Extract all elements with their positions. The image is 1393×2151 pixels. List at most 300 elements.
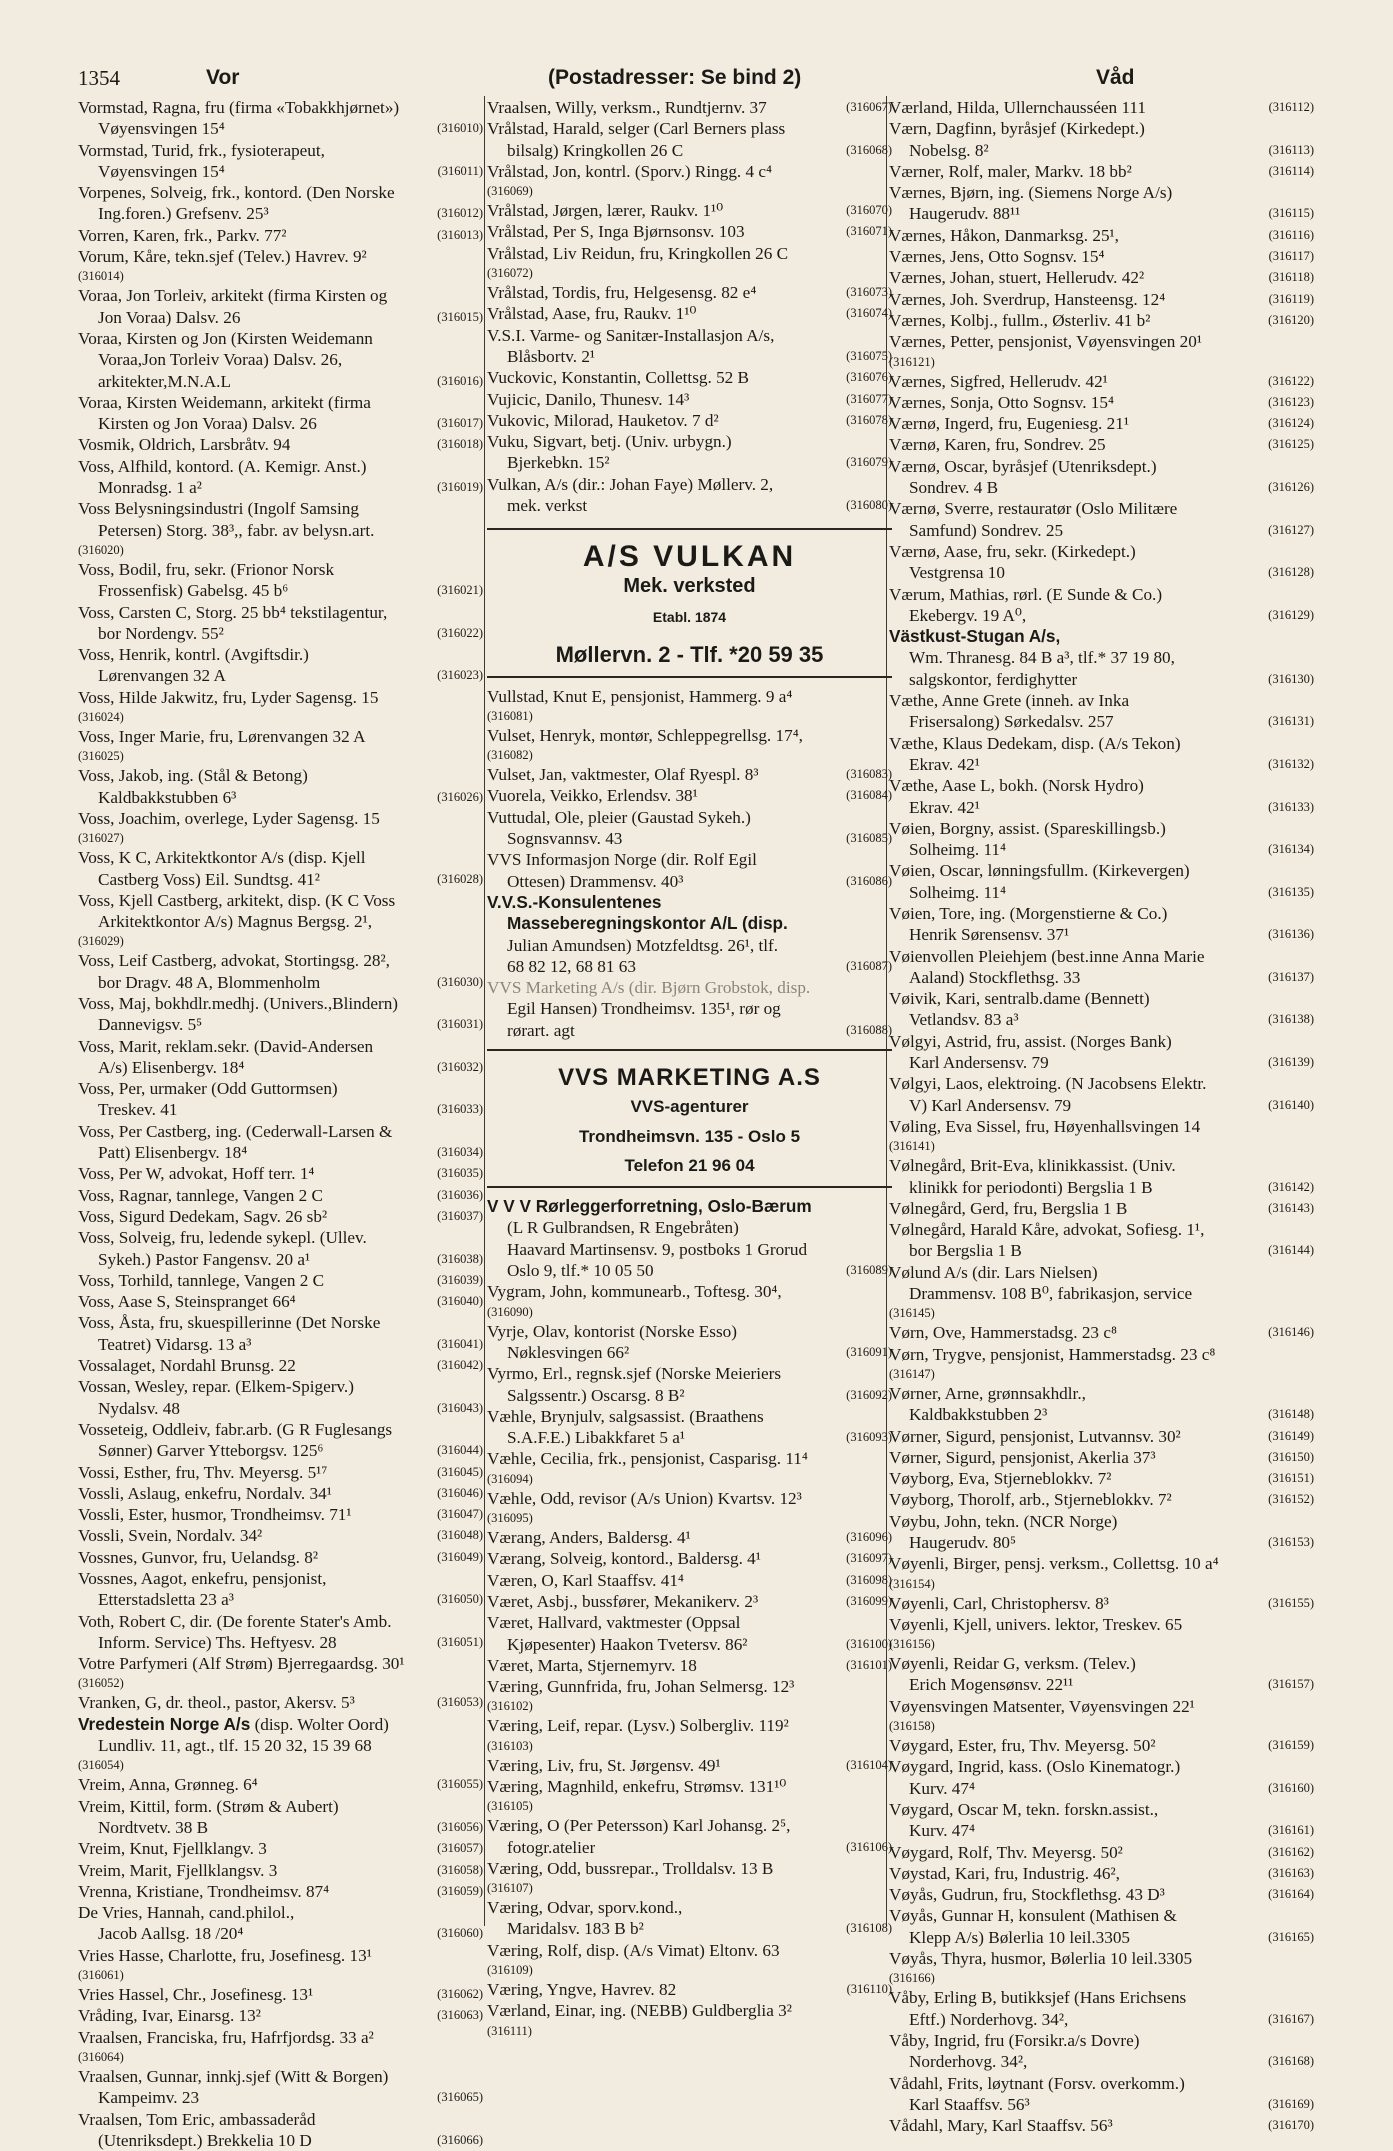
entry-text: Vuttudal, Ole, pleier (Gaustad Sykeh.) xyxy=(487,807,751,827)
entry-text: Voss, Bodil, fru, sekr. (Frionor Norsk xyxy=(78,559,335,579)
entry-text: Væring, O (Per Petersson) Karl Johansg. 2⁵, xyxy=(487,1816,791,1836)
entry-text: Julian Amundsen) Motzfeldtsg. 26¹, tlf. xyxy=(507,935,779,955)
entry-text: Vrenna, Kristiane, Trondheimsv. 87⁴ xyxy=(78,1881,330,1901)
directory-entry xyxy=(487,118,892,161)
directory-entry xyxy=(78,434,483,455)
column-3 xyxy=(889,97,1314,2136)
entry-number: (316010) xyxy=(437,121,483,136)
entry-number: (316019) xyxy=(437,480,483,495)
entry-text: Vyrmo, Erl., regnsk.sjef (Norske Meieriers xyxy=(487,1364,782,1384)
entry-text: Eftf.) Norderhovg. 34², xyxy=(909,2009,1069,2029)
entry-text: Vøivik, Kari, sentralb.dame (Bennett) xyxy=(889,989,1150,1009)
entry-text: Vygram, John, kommunearb., Toftesg. 30⁴, xyxy=(487,1282,782,1302)
entry-text: Værnes, Jens, Otto Sognsv. 15⁴ xyxy=(889,247,1105,267)
entry-text: Ekrav. 42¹ xyxy=(909,797,980,817)
entry-text: Vøien, Borgny, assist. (Spareskillingsb.) xyxy=(889,818,1166,838)
entry-text: Norderhovg. 34², xyxy=(909,2052,1028,2072)
entry-number: (316035) xyxy=(437,1166,483,1181)
entry-number: (316147) xyxy=(889,1366,935,1381)
entry-text: Vøygard, Oscar M, tekn. forskn.assist., xyxy=(889,1799,1159,1819)
entry-text: Vossnes, Gunvor, fru, Uelandsg. 8² xyxy=(78,1547,318,1567)
entry-text: Kurv. 47⁴ xyxy=(909,1821,975,1841)
entry-number: (316129) xyxy=(1268,607,1314,622)
entry-number: (316051) xyxy=(437,1634,483,1649)
entry-number: (316074) xyxy=(846,306,892,321)
entry-text: Blåsbortv. 2¹ xyxy=(507,346,596,366)
directory-entry xyxy=(889,371,1314,392)
entry-text: Væring, Magnhild, enkefru, Strømsv. 131¹⁰ xyxy=(487,1777,787,1796)
entry-number: (316013) xyxy=(437,227,483,242)
entry-text: Ing.foren.) Grefsenv. 25³ xyxy=(98,204,269,224)
directory-entry xyxy=(487,1858,892,1897)
directory-entry xyxy=(889,946,1314,989)
directory-entry xyxy=(487,431,892,474)
entry-text: salgskontor, ferdighytter xyxy=(909,669,1078,689)
entry-text: VVS Informasjon Norge (dir. Rolf Egil xyxy=(487,850,757,870)
entry-text: Vraalsen, Franciska, fru, Hafrfjordsg. 33 a² xyxy=(78,2027,374,2047)
entry-text: Solheimg. 11⁴ xyxy=(909,840,1007,860)
entry-text: Voss, Marit, reklam.sekr. (David-Andersen xyxy=(78,1036,374,1056)
entry-text: Værum, Mathias, rørl. (E Sunde & Co.) xyxy=(889,584,1163,604)
entry-number: (316068) xyxy=(846,142,892,157)
entry-text: Værnø, Karen, fru, Sondrev. 25 xyxy=(889,435,1106,455)
entry-number: (316077) xyxy=(846,391,892,406)
directory-entry xyxy=(487,1570,892,1591)
entry-text: Masseberegningskontor A/L (disp. xyxy=(507,913,788,934)
entry-text: Inform. Service) Ths. Heftyesv. 28 xyxy=(98,1632,337,1652)
entry-text: Treskev. 41 xyxy=(98,1100,178,1120)
entry-number: (316087) xyxy=(846,958,892,973)
directory-entry xyxy=(889,434,1314,455)
directory-entry xyxy=(78,97,483,140)
entry-text: Værner, Rolf, maler, Markv. 18 bb² xyxy=(889,161,1132,181)
entry-number: (316070) xyxy=(846,203,892,218)
directory-entry xyxy=(487,97,892,118)
directory-entry xyxy=(78,890,483,951)
entry-number: (316107) xyxy=(487,1881,533,1896)
entry-text: Vrålstad, Harald, selger (Carl Berners plass xyxy=(487,119,786,139)
entry-number: (316167) xyxy=(1268,2011,1314,2026)
directory-entry xyxy=(78,1206,483,1227)
directory-entry xyxy=(889,1863,1314,1884)
entry-text: Vøyenli, Carl, Christophersv. 8³ xyxy=(889,1593,1109,1613)
entry-number: (316118) xyxy=(1268,270,1314,285)
directory-entry xyxy=(889,690,1314,733)
entry-text: Værnes, Sigfred, Hellerudv. 42¹ xyxy=(889,371,1108,391)
entry-number: (316143) xyxy=(1268,1200,1314,1215)
entry-text: Vølgyi, Astrid, fru, assist. (Norges Bank) xyxy=(889,1031,1172,1051)
entry-number: (316039) xyxy=(437,1272,483,1287)
directory-entry xyxy=(78,225,483,246)
entry-text: Vråding, Ivar, Einarsg. 13² xyxy=(78,2006,261,2026)
entry-number: (316104) xyxy=(846,1757,892,1772)
vulkan-ad-address: Møllervn. 2 - Tlf. *20 59 35 xyxy=(555,642,824,668)
entry-text: Haugerudv. 88¹¹ xyxy=(909,204,1021,224)
entry-text: Voss, Joachim, overlege, Lyder Sagensg. 15 xyxy=(78,808,380,828)
entry-text: Aaland) Stockflethsg. 33 xyxy=(909,967,1081,987)
entry-number: (316029) xyxy=(78,934,124,949)
entry-number: (316043) xyxy=(437,1400,483,1415)
entry-number: (316101) xyxy=(846,1657,892,1672)
directory-entry xyxy=(487,1776,892,1815)
entry-number: (316082) xyxy=(487,748,533,763)
entry-number: (316062) xyxy=(437,1987,483,2002)
column-2 xyxy=(487,97,892,2040)
directory-entry xyxy=(889,498,1314,541)
entry-number: (316027) xyxy=(78,831,124,846)
directory-entry xyxy=(487,764,892,785)
directory-entry xyxy=(487,1196,892,1281)
entry-text: Vølgyi, Laos, elektroing. (N Jacobsens Elektr. xyxy=(889,1074,1207,1094)
entry-number: (316020) xyxy=(78,542,124,557)
directory-entry xyxy=(78,1483,483,1504)
vvs-marketing-advertisement xyxy=(487,1049,892,1188)
directory-entry xyxy=(78,1774,483,1795)
entry-text: Vrålstad, Jørgen, lærer, Raukv. 1¹⁰ xyxy=(487,201,724,221)
entry-text: Vøygard, Rolf, Thv. Meyersg. 50² xyxy=(889,1842,1123,1862)
entry-number: (316168) xyxy=(1268,2054,1314,2069)
entry-number: (316011) xyxy=(437,163,483,178)
directory-entry xyxy=(78,726,483,765)
entry-text: Voss, Torhild, tannlege, Vangen 2 C xyxy=(78,1270,325,1290)
entry-text: Votre Parfymeri (Alf Strøm) Bjerregaardsg. 30¹ xyxy=(78,1654,405,1674)
directory-entry xyxy=(889,1593,1314,1614)
entry-text: A/s) Elisenbergv. 18⁴ xyxy=(98,1057,245,1077)
entry-text: Vuorela, Veikko, Erlendsv. 38¹ xyxy=(487,786,698,806)
directory-entry xyxy=(889,1696,1314,1735)
entry-number: (316067) xyxy=(846,100,892,114)
entry-text: Voss, Kjell Castberg, arkitekt, disp. (K C Voss xyxy=(78,890,396,910)
entry-number: (316079) xyxy=(846,455,892,470)
entry-text: Henrik Sørensensv. 37¹ xyxy=(909,925,1070,945)
entry-text: Væhle, Brynjulv, salgsassist. (Braathens xyxy=(487,1406,764,1426)
entry-number: (316163) xyxy=(1268,1865,1314,1880)
directory-entry xyxy=(78,1036,483,1079)
entry-text: Vrålstad, Per S, Inga Bjørnsonsv. 103 xyxy=(487,222,745,242)
directory-entry xyxy=(889,541,1314,584)
entry-number: (316138) xyxy=(1268,1012,1314,1027)
directory-entry xyxy=(78,602,483,645)
entry-number: (316047) xyxy=(437,1507,483,1522)
directory-entry xyxy=(889,1987,1314,2030)
directory-entry xyxy=(889,903,1314,946)
entry-text: Ekebergv. 19 A⁰, xyxy=(909,605,1027,625)
directory-entry xyxy=(889,1383,1314,1426)
page-header xyxy=(78,66,1318,96)
entry-number: (316112) xyxy=(1268,100,1314,114)
entry-text: Vøybu, John, tekn. (NCR Norge) xyxy=(889,1511,1118,1531)
directory-entry xyxy=(78,498,483,559)
entry-text: Vøyensvingen Matsenter, Vøyensvingen 22¹ xyxy=(889,1696,1195,1716)
entry-text: Vossnes, Aagot, enkefru, pensjonist, xyxy=(78,1569,327,1588)
directory-entry xyxy=(78,392,483,435)
entry-text: Nøklesvingen 66² xyxy=(507,1342,630,1362)
directory-entry xyxy=(487,2000,892,2039)
directory-entry xyxy=(487,1897,892,1940)
entry-text: (L R Gulbrandsen, R Engebråten) xyxy=(507,1218,739,1238)
entry-number: (316100) xyxy=(846,1636,892,1651)
vulkan-ad-name: A/S VULKAN xyxy=(582,540,797,574)
entry-text: Nydalsv. 48 xyxy=(98,1398,180,1418)
entry-text: Voss, Ragnar, tannlege, Vangen 2 C xyxy=(78,1185,323,1205)
running-head-left: Vor xyxy=(206,66,240,89)
entry-number: (316123) xyxy=(1268,394,1314,409)
entry-text: Vulset, Jan, vaktmester, Olaf Ryespl. 8³ xyxy=(487,765,759,785)
entry-number: (316109) xyxy=(487,1963,533,1978)
entry-text: Nordtvetv. 38 B xyxy=(98,1817,209,1837)
directory-entry xyxy=(487,785,892,806)
entry-number: (316146) xyxy=(1268,1325,1314,1340)
entry-text: Vådahl, Frits, løytnant (Forsv. overkomm.) xyxy=(889,2073,1185,2093)
entry-number: (316159) xyxy=(1268,1738,1314,1753)
entry-text: Væthe, Klaus Dedekam, disp. (A/s Tekon) xyxy=(889,733,1181,753)
entry-number: (316149) xyxy=(1268,1428,1314,1443)
directory-entry xyxy=(78,1902,483,1945)
directory-entry xyxy=(78,1547,483,1568)
directory-entry xyxy=(889,1262,1314,1323)
entry-number: (316044) xyxy=(437,1443,483,1458)
entry-number: (316116) xyxy=(1268,227,1314,242)
entry-text: Voss, Sigurd Dedekam, Sagv. 26 sb² xyxy=(78,1206,328,1226)
entry-text: Arkitektkontor A/s) Magnus Bergsg. 2¹, xyxy=(98,912,373,932)
directory-entry xyxy=(78,182,483,225)
entry-number: (316133) xyxy=(1268,799,1314,814)
entry-text: Etterstadsletta 23 a³ xyxy=(98,1590,234,1610)
entry-number: (316022) xyxy=(437,625,483,640)
entry-number: (316091) xyxy=(846,1344,892,1359)
entry-number: (316110) xyxy=(846,1982,892,1997)
directory-entry xyxy=(487,1940,892,1979)
entry-number: (316046) xyxy=(437,1485,483,1500)
entry-number: (316073) xyxy=(846,285,892,300)
entry-text: Værnes, Johan, stuert, Hellerudv. 42² xyxy=(889,268,1145,288)
entry-number: (316141) xyxy=(889,1139,935,1154)
directory-entry xyxy=(889,118,1314,161)
entry-text: Vraalsen, Gunnar, innkj.sjef (Witt & Borgen) xyxy=(78,2066,389,2086)
entry-text: Sykeh.) Pastor Fangensv. 20 a¹ xyxy=(98,1249,311,1269)
entry-text: Vuckovic, Konstantin, Collettsg. 52 B xyxy=(487,368,750,388)
directory-entry xyxy=(889,1735,1314,1756)
entry-text: Vossli, Aslaug, enkefru, Nordalv. 34¹ xyxy=(78,1483,332,1503)
directory-entry xyxy=(78,140,483,183)
entry-text: Karl Andersensv. 79 xyxy=(909,1053,1049,1073)
directory-entry xyxy=(889,413,1314,434)
entry-text: Samfund) Sondrev. 25 xyxy=(909,520,1064,540)
entry-text: Ekrav. 42¹ xyxy=(909,754,980,774)
directory-entry xyxy=(78,1355,483,1376)
entry-number: (316015) xyxy=(437,309,483,324)
directory-entry xyxy=(889,1553,1314,1592)
directory-entry xyxy=(78,1270,483,1291)
entry-text: Egil Hansen) Trondheimsv. 135¹, rør og xyxy=(507,999,781,1019)
directory-entry xyxy=(78,1881,483,1902)
entry-number: (316094) xyxy=(487,1471,533,1486)
entry-text: Væhle, Odd, revisor (A/s Union) Kvartsv. 12³ xyxy=(487,1488,802,1508)
entry-text: Kaldbakkstubben 6³ xyxy=(98,787,237,807)
entry-number: (316105) xyxy=(487,1799,533,1814)
entry-number: (316012) xyxy=(437,206,483,221)
running-head-right: Våd xyxy=(1096,66,1135,89)
entry-number: (316033) xyxy=(437,1102,483,1117)
entry-number: (316021) xyxy=(437,583,483,598)
directory-entry xyxy=(889,1344,1314,1383)
vulkan-ad-subtitle: Mek. verksted xyxy=(623,574,756,597)
entry-text: Væring, Odvar, sporv.kond., xyxy=(487,1898,683,1918)
entry-text: Teatret) Vidarsg. 13 a³ xyxy=(98,1334,252,1354)
directory-entry xyxy=(889,1426,1314,1447)
entry-text: Værang, Solveig, kontord., Baldersg. 4¹ xyxy=(487,1549,761,1569)
entry-text: Solheimg. 11⁴ xyxy=(909,882,1007,902)
directory-entry xyxy=(889,584,1314,627)
directory-entry xyxy=(78,1692,483,1713)
entry-number: (316111) xyxy=(487,2023,532,2038)
entry-number: (316059) xyxy=(437,1883,483,1898)
entry-text: Voss, Per W, advokat, Hoff terr. 1⁴ xyxy=(78,1164,315,1184)
directory-entry xyxy=(78,1291,483,1312)
entry-text: Vraalsen, Willy, verksm., Rundtjernv. 37 xyxy=(487,98,767,117)
running-head-center: (Postadresser: Se bind 2) xyxy=(548,66,802,89)
directory-entry xyxy=(487,1979,892,2000)
entry-text: Vølnegård, Harald Kåre, advokat, Sofiesg. 1¹, xyxy=(889,1220,1205,1240)
entry-text: Oslo 9, tlf.* 10 05 50 xyxy=(507,1261,654,1281)
directory-entry xyxy=(889,2115,1314,2136)
directory-entry xyxy=(487,1281,892,1320)
entry-text: Vørn, Trygve, pensjonist, Hammerstadsg. 23 c⁸ xyxy=(889,1344,1216,1364)
directory-entry xyxy=(889,225,1314,246)
entry-text: Dannevigsv. 5⁵ xyxy=(98,1015,203,1035)
entry-number: (316040) xyxy=(437,1294,483,1309)
entry-number: (316096) xyxy=(846,1530,892,1545)
directory-entry xyxy=(78,1163,483,1184)
directory-entry xyxy=(889,1489,1314,1510)
entry-text: Værnes, Kolbj., fullm., Østerliv. 41 b² xyxy=(889,310,1151,330)
entry-number: (316084) xyxy=(846,788,892,803)
entry-number: (316092) xyxy=(846,1387,892,1402)
column-1 xyxy=(78,97,483,2151)
entry-number: (316158) xyxy=(889,1719,935,1734)
entry-text: Værnes, Bjørn, ing. (Siemens Norge A/s) xyxy=(889,183,1173,203)
entry-text: Vranken, G, dr. theol., pastor, Akersv. 5³ xyxy=(78,1693,355,1713)
vulkan-advertisement xyxy=(487,528,892,677)
directory-entry xyxy=(487,1755,892,1776)
entry-number: (316154) xyxy=(889,1576,935,1591)
entry-text: Væren, O, Karl Staaffsv. 41⁴ xyxy=(487,1570,684,1590)
entry-text: bilsalg) Kringkollen 26 C xyxy=(507,140,684,160)
entry-number: (316072) xyxy=(487,266,533,281)
entry-number: (316081) xyxy=(487,708,533,723)
directory-entry xyxy=(78,1653,483,1692)
entry-text: Jon Voraa) Dalsv. 26 xyxy=(98,307,241,327)
entry-text: Vorren, Karen, frk., Parkv. 77² xyxy=(78,225,287,245)
entry-text: bor Nordengv. 55² xyxy=(98,623,224,643)
entry-number: (316164) xyxy=(1268,1887,1314,1902)
entry-text: Vørner, Sigurd, pensjonist, Akerlia 37³ xyxy=(889,1447,1156,1467)
entry-number: (316113) xyxy=(1268,142,1314,157)
vvs-ad-line2: Trondheimsvn. 135 - Oslo 5 xyxy=(578,1126,801,1146)
directory-entry xyxy=(487,1591,892,1612)
entry-text: Voraa, Kirsten og Jon (Kirsten Weidemann xyxy=(78,328,373,348)
entry-text: Været, Hallvard, vaktmester (Oppsal xyxy=(487,1613,741,1633)
entry-text: Våby, Ingrid, fru (Forsikr.a/s Dovre) xyxy=(889,2030,1140,2050)
entry-number: (316152) xyxy=(1268,1492,1314,1507)
directory-entry xyxy=(487,1406,892,1449)
directory-entry xyxy=(78,1945,483,1984)
entry-number: (316050) xyxy=(437,1592,483,1607)
entry-number: (316139) xyxy=(1268,1055,1314,1070)
directory-entry xyxy=(78,950,483,993)
entry-text: Voss, Inger Marie, fru, Lørenvangen 32 A xyxy=(78,727,366,747)
entry-text: Voss, Carsten C, Storg. 25 bb⁴ tekstilagentur, xyxy=(78,602,388,622)
directory-entry xyxy=(487,325,892,368)
directory-entry xyxy=(889,775,1314,818)
entry-number: (316086) xyxy=(846,873,892,888)
entry-text: Vosseteig, Oddleiv, fabr.arb. (G R Fuglesangs xyxy=(78,1419,393,1439)
entry-text: Voraa,Jon Torleiv Voraa) Dalsv. 26, xyxy=(98,350,343,370)
entry-number: (316024) xyxy=(78,710,124,725)
directory-entry xyxy=(487,161,892,200)
entry-number: (316166) xyxy=(889,1971,935,1986)
directory-entry xyxy=(78,1121,483,1164)
directory-entry xyxy=(487,282,892,303)
entry-number: (316121) xyxy=(889,354,935,369)
entry-text: Castberg Voss) Eil. Sundtsg. 41² xyxy=(98,869,320,889)
entry-number: (316063) xyxy=(437,2008,483,2023)
entry-number: (316038) xyxy=(437,1251,483,1266)
entry-text: Haavard Martinsensv. 9, postboks 1 Grorud xyxy=(507,1239,808,1259)
entry-text: Petersen) Storg. 38³,, fabr. av belysn.art. xyxy=(98,520,375,540)
entry-number: (316085) xyxy=(846,831,892,846)
entry-text: Værnes, Petter, pensjonist, Vøyensvingen 20¹ xyxy=(889,332,1203,352)
entry-text: Vøyås, Thyra, husmor, Bølerlia 10 leil.3305 xyxy=(889,1949,1193,1969)
entry-text: (Utenriksdept.) Brekkelia 10 D xyxy=(98,2130,312,2150)
entry-text: Vujicic, Danilo, Thunesv. 14³ xyxy=(487,389,690,409)
directory-entry xyxy=(889,1073,1314,1116)
entry-text: Vyrje, Olav, kontorist (Norske Esso) xyxy=(487,1321,737,1341)
entry-text: Frossenfisk) Gabelsg. 45 b⁶ xyxy=(98,581,289,601)
directory-entry xyxy=(487,1488,892,1527)
entry-text: Sondrev. 4 B xyxy=(909,478,999,498)
entry-text: Væring, Rolf, disp. (A/s Vimat) Eltonv. 63 xyxy=(487,1940,780,1960)
entry-text: Vøyås, Gudrun, fru, Stockflethsg. 43 D³ xyxy=(889,1885,1165,1905)
directory-entry xyxy=(487,1527,892,1548)
directory-entry xyxy=(889,1614,1314,1653)
entry-text: Vreim, Anna, Grønneg. 6⁴ xyxy=(78,1775,258,1795)
entry-text: De Vries, Hannah, cand.philol., xyxy=(78,1903,295,1923)
entry-text: Kirsten og Jon Voraa) Dalsv. 26 xyxy=(98,414,317,434)
entry-number: (316108) xyxy=(846,1921,892,1936)
entry-number: (316064) xyxy=(78,2049,124,2064)
directory-entry xyxy=(889,310,1314,331)
entry-number: (316083) xyxy=(846,767,892,782)
entry-text: Vøygard, Ester, fru, Thv. Meyersg. 50² xyxy=(889,1736,1156,1756)
entry-number: (316145) xyxy=(889,1306,935,1321)
entry-text: Vøyås, Gunnar H, konsulent (Mathisen & xyxy=(889,1906,1177,1926)
entry-number: (316041) xyxy=(437,1336,483,1351)
entry-number: (316052) xyxy=(78,1676,124,1691)
entry-text: Vulkan, A/s (dir.: Johan Faye) Møllerv. 2, xyxy=(487,474,774,494)
directory-entry xyxy=(889,392,1314,413)
directory-entry xyxy=(889,1884,1314,1905)
directory-entry xyxy=(78,1860,483,1881)
entry-number: (316135) xyxy=(1268,884,1314,899)
entry-number: (316097) xyxy=(846,1551,892,1566)
directory-entry xyxy=(78,847,483,890)
directory-entry xyxy=(78,687,483,726)
entry-text: bor Bergslia 1 B xyxy=(909,1241,1022,1261)
entry-text: arkitekter,M.N.A.L xyxy=(98,371,231,391)
entry-text: Frisersalong) Sørkedalsv. 257 xyxy=(909,712,1114,732)
entry-text: Vøyenli, Kjell, univers. lektor, Treskev. 65 xyxy=(889,1614,1183,1634)
